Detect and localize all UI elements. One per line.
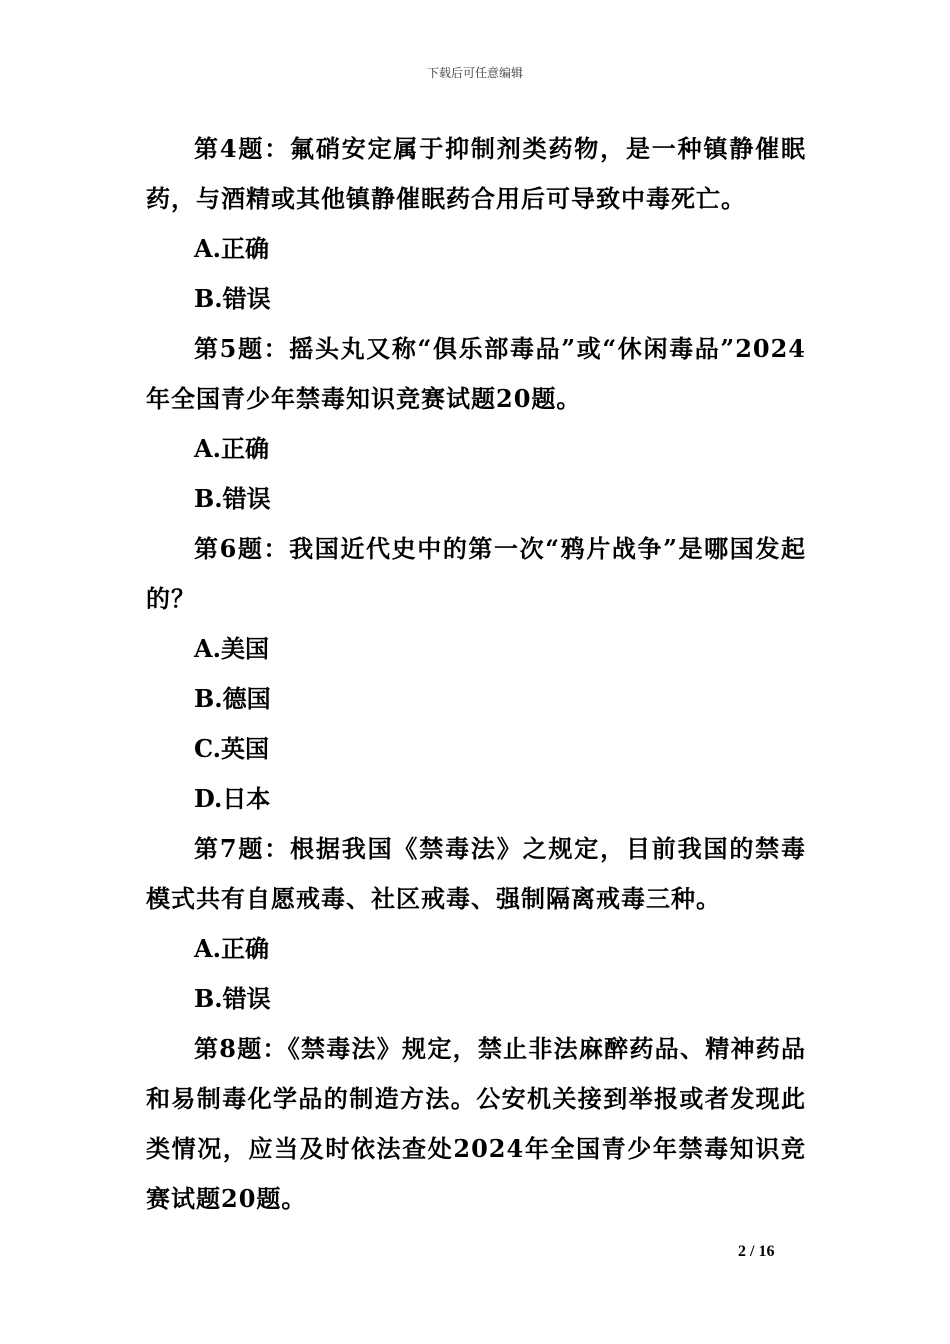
question-6-option-d: D.日本 [194,784,271,813]
question-5-text: 第5题：摇头丸又称“俱乐部毒品”或“休闲毒品”2024年全国青少年禁毒知识竞赛试题20题。 [146,334,806,413]
header-note: 下载后可任意编辑 [426,66,523,80]
question-6-text: 第6题：我国近代史中的第一次“鸦片战争”是哪国发起的？ [146,534,806,613]
question-8-text: 第8题：《禁毒法》规定，禁止非法麻醉药品、精神药品和易制毒化学品的制造方法。公安机关接到举报或者发现此类情况，应当及时依法查处2024年全国青少年禁毒知识竞赛试题20题。 [146,1034,806,1213]
question-6-option-a: A.美国 [194,634,269,663]
question-4-option-b: B.错误 [194,284,271,313]
question-6-option-b: B.德国 [194,684,271,713]
question-5-option-b: B.错误 [194,484,271,513]
page-number: 2 / 16 [738,1243,775,1260]
question-7-option-b: B.错误 [194,984,271,1013]
question-7-option-a: A.正确 [194,934,269,963]
question-4-option-a: A.正确 [194,234,269,263]
question-7-text: 第7题：根据我国《禁毒法》之规定，目前我国的禁毒模式共有自愿戒毒、社区戒毒、强制隔离戒毒三种。 [146,834,806,913]
question-5-option-a: A.正确 [194,434,269,463]
question-4-text: 第4题：氟硝安定属于抑制剂类药物，是一种镇静催眠药，与酒精或其他镇静催眠药合用后可导致中毒死亡。 [146,134,806,213]
question-6-option-c: C.英国 [194,734,270,763]
document-body [146,124,806,1224]
